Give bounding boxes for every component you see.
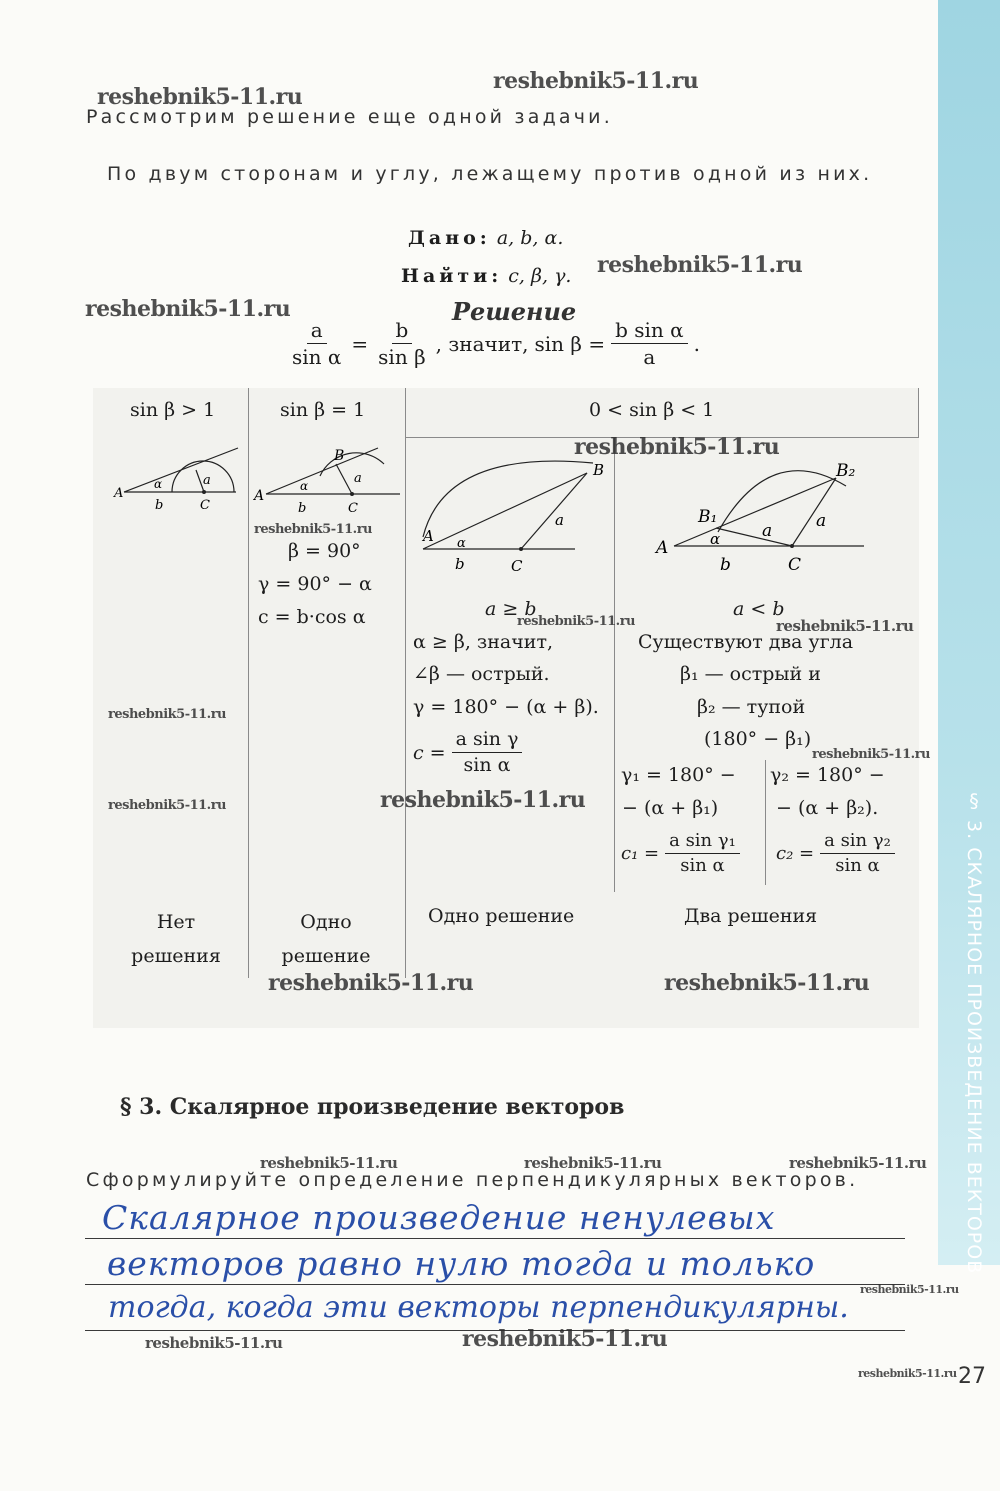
watermark: reshebnik5-11.ru [85,296,291,322]
solution-title: Решение [452,297,577,326]
col4-line: β₁ — острый и [680,663,821,685]
find-value: c, β, γ. [508,265,572,287]
condition-a-lt-b: a < b [733,598,785,620]
page-number: 27 [958,1364,986,1389]
case-title: По двум сторонам и углу, лежащему против одной из них. [107,163,873,185]
watermark: reshebnik5-11.ru [108,798,227,813]
column-header: 0 < sin β < 1 [589,399,715,421]
given-line [408,227,563,249]
ruled-line [85,1238,905,1239]
fraction-a-sin-alpha: $\frac{a}{\text{sin α}}$ [292,318,342,369]
col4-line: Существуют два угла [638,631,854,653]
diagram-no-solution [110,440,245,520]
watermark: reshebnik5-11.ru [493,68,699,94]
vertex-label: C [788,555,802,575]
handwritten-answer-line: Скалярное произведение ненулевых [102,1198,776,1237]
c2-formula: c₂ = $\frac{\text{a sin γ₂}}{\text{sin α}}$ [776,830,895,877]
vertex-label: A [254,488,265,504]
intro-text: Рассмотрим решение еще одной задачи. [86,106,613,128]
side-label: a [203,473,211,488]
side-label: a [555,511,564,529]
c1-formula: c₁ = $\frac{\text{a sin γ₁}}{\text{sin α}}$ [621,830,740,877]
watermark: reshebnik5-11.ru [260,1154,398,1172]
diagram-two-solutions [650,450,870,580]
vertex-label: A [656,538,669,558]
watermark: reshebnik5-11.ru [574,434,780,460]
beta-right-angle: β = 90° [288,540,361,562]
vertex-label: A [423,527,434,545]
vertex-label: C [200,498,210,513]
side-label: b [298,501,307,516]
side-label: a [354,471,362,486]
vertex-label: B₂ [836,461,856,481]
result-no-solution: Нет решения [131,911,221,967]
vertex-label: A [114,486,124,501]
watermark: reshebnik5-11.ru [597,252,803,278]
condition-a-ge-b: a ≥ b [485,598,537,620]
watermark: reshebnik5-11.ru [789,1154,927,1172]
col3-line: ∠β — острый. [413,663,550,685]
gamma-formula: γ = 90° − α [258,573,372,595]
fraction-b-sin-beta: $\frac{b}{\text{sin β}}$ [378,318,426,369]
diagram-a-ge-b [415,445,615,575]
fraction-sin-beta: $\frac{\text{b sin α}}{a}$ [611,318,688,370]
watermark: reshebnik5-11.ru [858,1367,957,1380]
angle-label: α [710,530,721,548]
chapter-side-label: § 3. СКАЛЯРНОЕ ПРОИЗВЕДЕНИЕ ВЕКТОРОВ [963,790,985,1275]
handwritten-answer-line: векторов равно нулю тогда и только [107,1244,816,1283]
col3-line: γ = 180° − (α + β). [413,696,599,718]
col4-line: β₂ — тупой [697,696,806,718]
find-label: Найти: [401,265,503,287]
watermark: reshebnik5-11.ru [812,747,931,762]
angle-label: α [154,477,163,491]
vertex-label: C [511,557,523,575]
ruled-line [85,1284,905,1285]
side-label: a [762,521,773,541]
vertex-label: C [348,501,358,516]
watermark: reshebnik5-11.ru [380,787,586,813]
watermark: reshebnik5-11.ru [860,1283,959,1296]
col3-c-formula: c = $\frac{\text{a sin γ}}{\text{sin α}}$ [413,728,522,777]
watermark: reshebnik5-11.ru [254,522,373,537]
vertex-label: B [334,448,345,464]
given-label: Дано: [408,227,491,249]
find-line [401,265,571,287]
angle-label: α [300,479,309,493]
watermark: reshebnik5-11.ru [97,84,303,110]
watermark: reshebnik5-11.ru [776,617,914,635]
vertex-label: B [593,461,605,479]
side-label: a [816,511,827,531]
column-header: sin β = 1 [280,399,366,421]
watermark: reshebnik5-11.ru [524,1154,662,1172]
watermark: reshebnik5-11.ru [517,614,636,629]
c-formula: c = b·cos α [258,606,366,628]
column-header: sin β > 1 [130,399,216,421]
section-title: § 3. Скалярное произведение векторов [120,1094,625,1120]
table-divider [248,388,249,978]
watermark: reshebnik5-11.ru [145,1334,283,1352]
table-divider [918,388,919,438]
watermark: reshebnik5-11.ru [268,970,474,996]
watermark: reshebnik5-11.ru [108,707,227,722]
given-value: a, b, α. [496,227,564,249]
question-text: Сформулируйте определение перпендикулярных векторов. [86,1169,859,1191]
col3-line: α ≥ β, значит, [413,631,554,653]
side-label: b [455,555,465,573]
col4-line: (180° − β₁) [704,728,812,750]
side-label: b [155,498,164,513]
gamma1-line: γ₁ = 180° − [621,764,736,786]
watermark: reshebnik5-11.ru [664,970,870,996]
table-divider [405,388,406,978]
vertex-label: B₁ [698,507,718,527]
angle-label: α [457,536,466,551]
result-two-solutions: Два решения [684,905,818,927]
side-label: b [720,555,731,575]
diagram-one-right-angle [250,440,405,520]
gamma1-line: − (α + β₁) [622,797,719,819]
table-divider [765,760,766,885]
main-formula: $\frac{a}{\text{sin α}}$ = $\frac{b}{\text{sin β}}$ , значит, sin β = $\frac{\text{b sin α}}{a}$ . [288,318,700,370]
handwritten-answer-line: тогда, когда эти векторы перпендикулярны. [108,1290,849,1325]
gamma2-line: γ₂ = 180° − [770,764,885,786]
watermark: reshebnik5-11.ru [462,1326,668,1352]
result-one-solution-col3: Одно решение [428,905,575,927]
gamma2-line: − (α + β₂). [776,797,879,819]
result-one-solution: Одно решение [281,911,371,967]
